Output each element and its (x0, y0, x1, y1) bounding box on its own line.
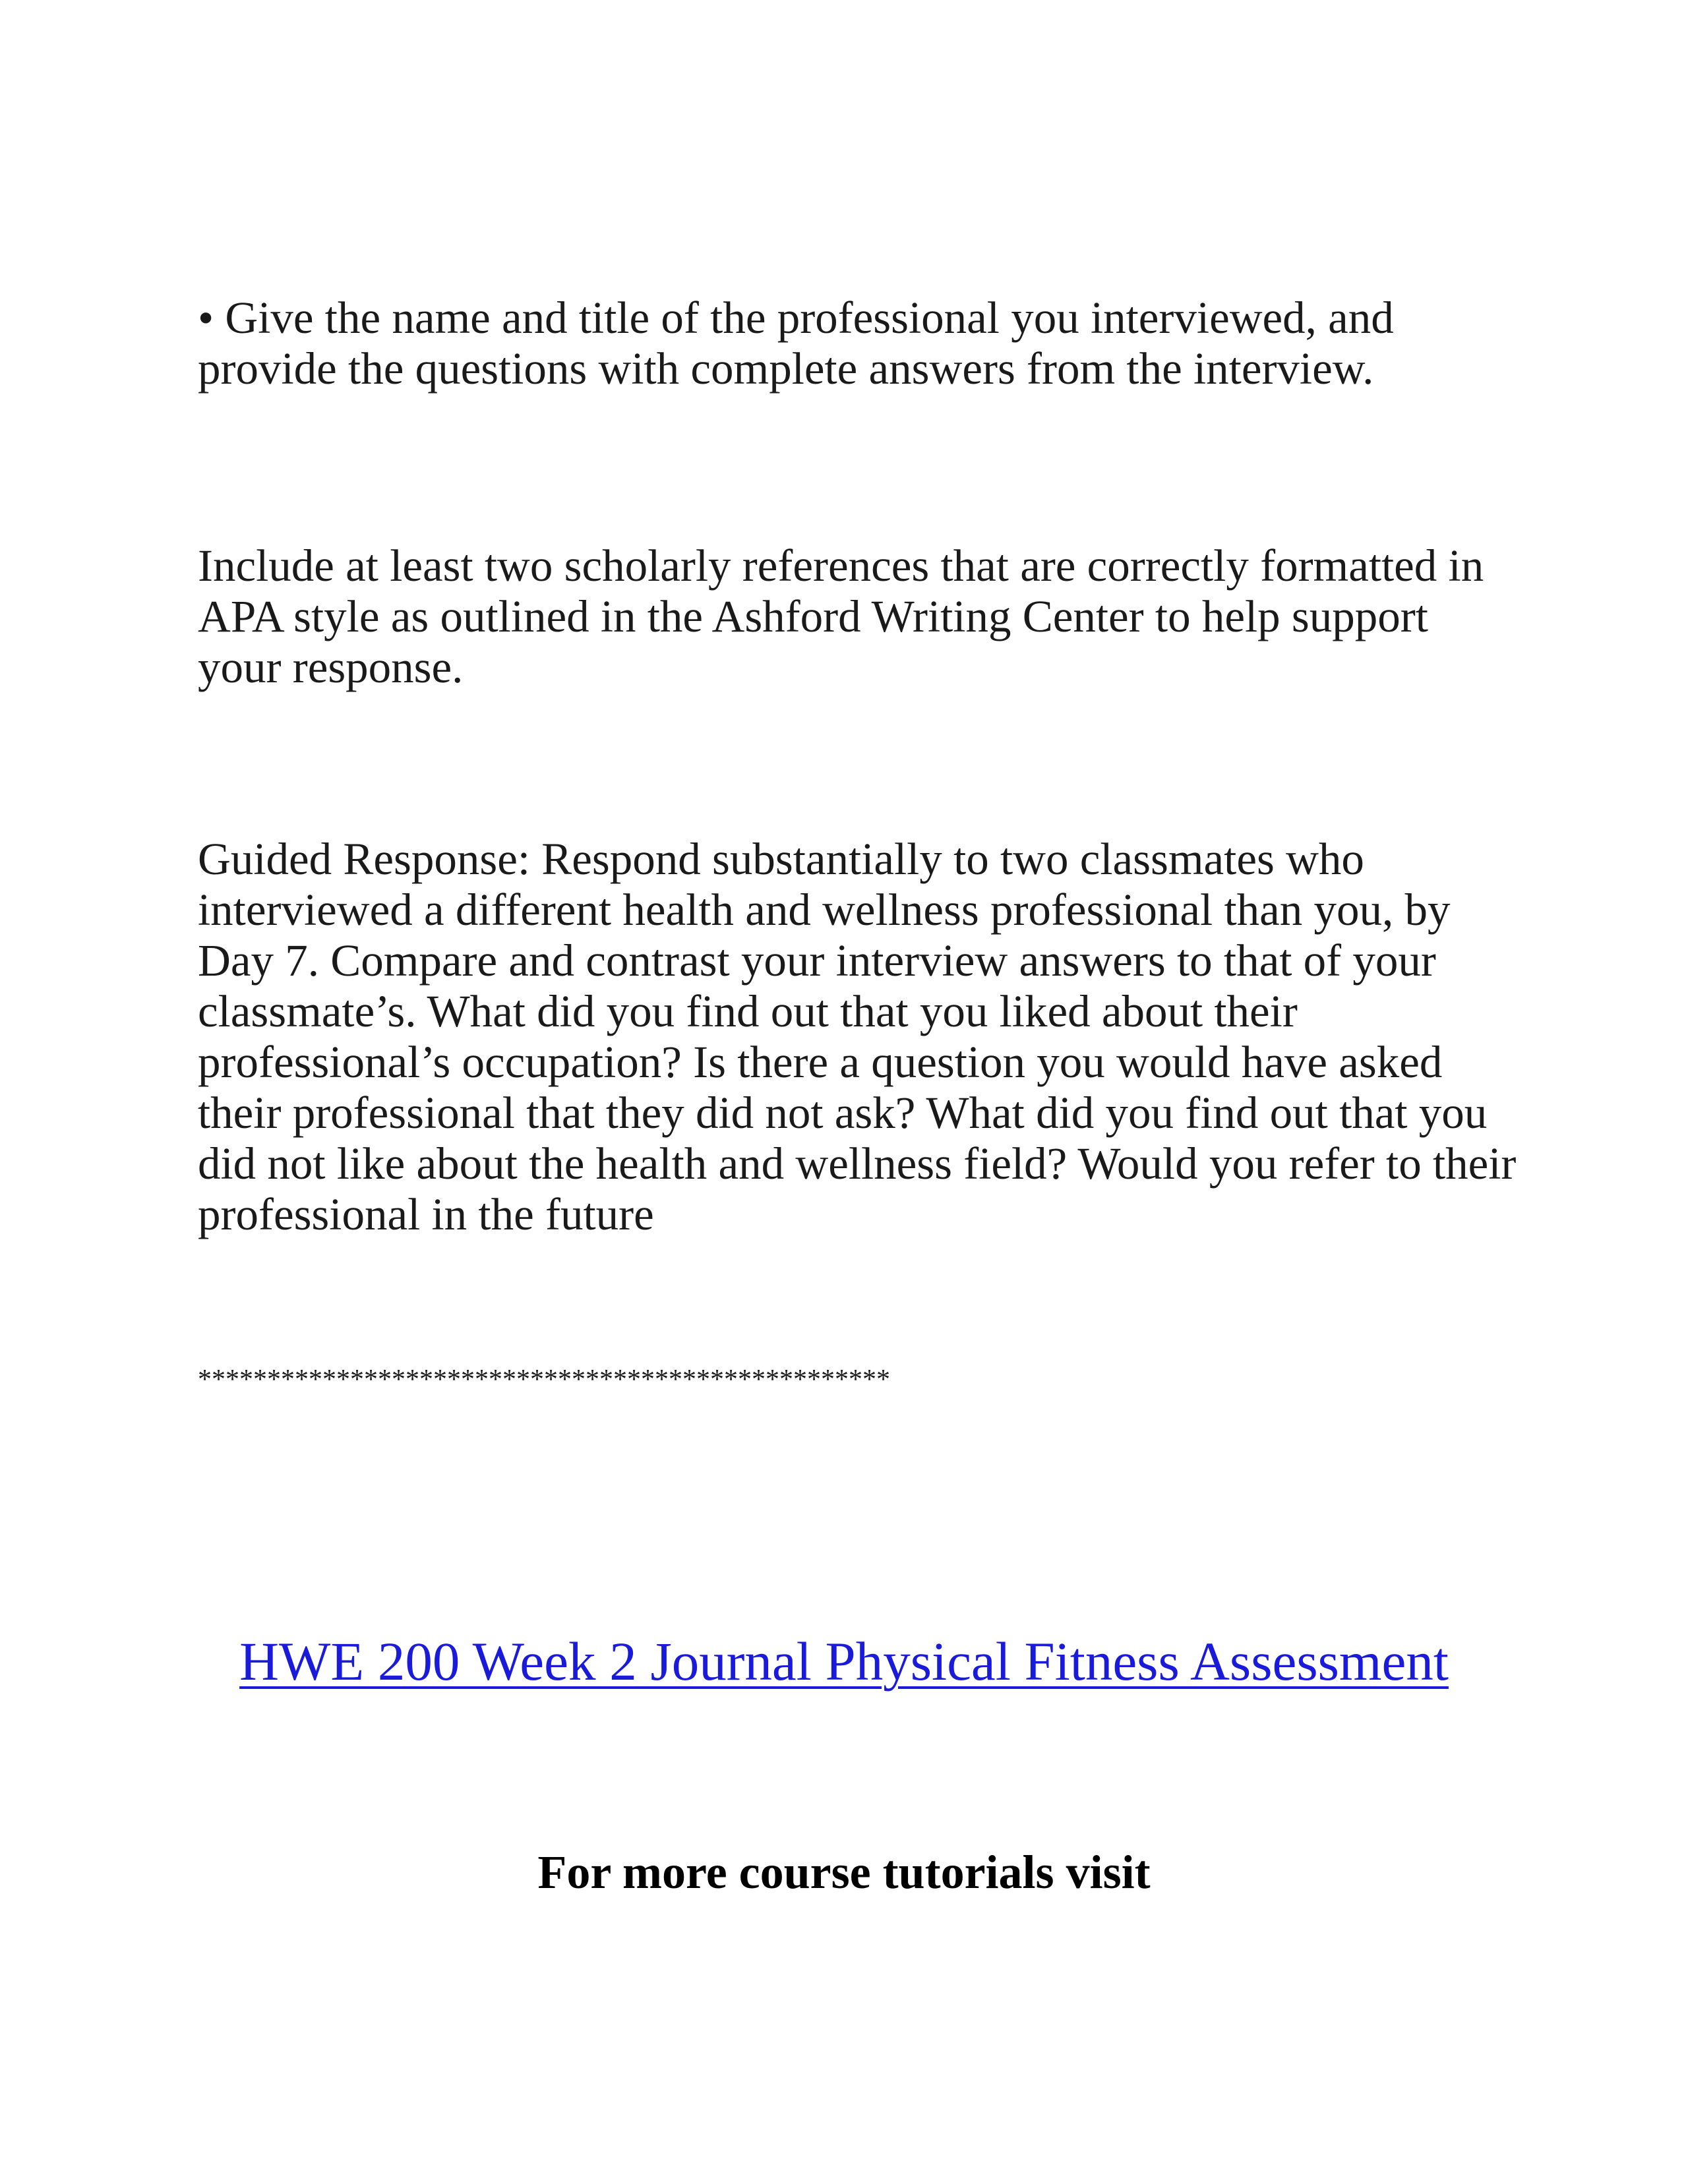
text-line: provide the questions with complete answers from the interview. (198, 343, 1374, 394)
text-line: their professional that they did not ask? What did you find out that you (198, 1088, 1488, 1138)
interview-instruction-paragraph (198, 293, 1517, 394)
text-line: Include at least two scholarly references that are correctly formatted in (198, 541, 1484, 591)
text-line: did not like about the health and wellness field? Would you refer to their (198, 1138, 1517, 1189)
text-line: professional in the future (198, 1189, 654, 1239)
text-line: classmate’s. What did you find out that you liked about their (198, 986, 1298, 1036)
text-line: APA style as outlined in the Ashford Writing Center to help support (198, 591, 1428, 641)
guided-response-paragraph (198, 834, 1517, 1240)
more-tutorials-heading: For more course tutorials visit (537, 1846, 1151, 1899)
text-line: professional’s occupation? Is there a question you would have asked (198, 1037, 1443, 1087)
text-line: Day 7. Compare and contrast your interview answers to that of your (198, 935, 1436, 986)
text-line: your response. (198, 642, 464, 692)
text-line: interviewed a different health and wellness professional than you, by (198, 885, 1451, 935)
course-title-link[interactable]: HWE 200 Week 2 Journal Physical Fitness Assessment (239, 1631, 1449, 1692)
references-instruction-paragraph (198, 541, 1517, 693)
text-line: • Give the name and title of the professional you interviewed, and (198, 293, 1394, 343)
text-line: Guided Response: Respond substantially to two classmates who (198, 834, 1364, 884)
asterisk-separator: ************************************************** (198, 1365, 890, 1395)
